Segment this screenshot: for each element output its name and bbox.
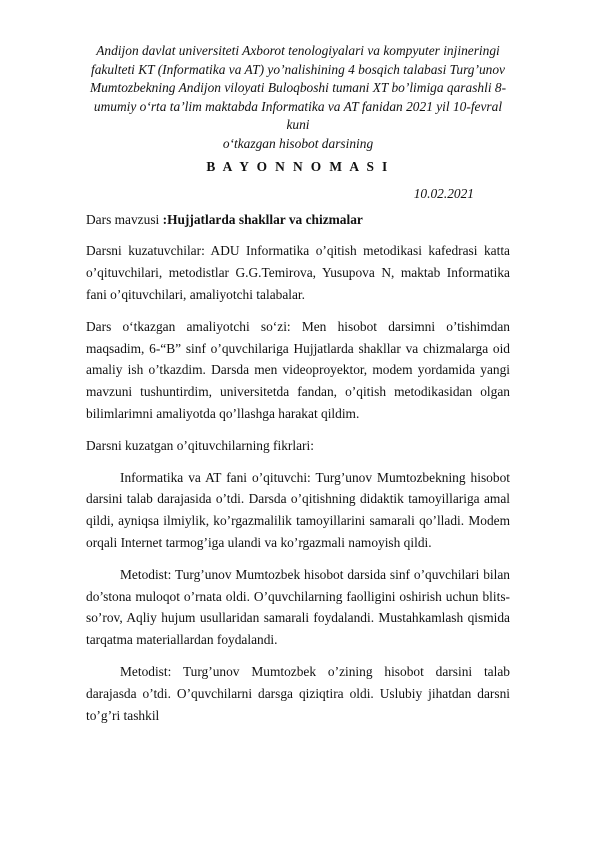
opinion-paragraph: Metodist: Turg’unov Mumtozbek o’zining hisobot darsini talab darajasda o’tdi. O’quvchilarni darsga qiziqtira oldi. Uslubiy jihatdan darsni to’g’ri tashkil: [86, 663, 510, 723]
practitioner-word-paragraph: Dars o‘tkazgan amaliyotchi so‘zi: Men hisobot darsimni o’tishimdan maqsadim, 6-“B” sinf o’quvchilariga Hujjatlarda shakllar va chizmalarga oid amaliy ish o’tkazdim. Darsda men videoproyektor, modem yordamida yangi mavzuni tushuntirdim, universitetda fandan, o’qitish metodikasidan olgan bilimlarimni amaliyotda qo’llashga harakat qildim.: [86, 318, 510, 421]
opinion-paragraph: Informatika va AT fani o’qituvchi: Turg’unov Mumtozbekning hisobot darsini talab darajasida o’tdi. Darsda o’qitishning didaktik tamoyillariga amal qildi, ayniqsa ilmiylik, ko’rgazmalilik tamoyillarini samarali qo’lladi. Modem orqali Internet tarmog’iga ulandi va ko’rgazmali namoyish qildi.: [86, 469, 510, 550]
opinions-heading: Darsni kuzatgan o’qituvchilarning fikrlari:: [86, 437, 314, 453]
lesson-topic: [86, 209, 510, 231]
topic-value: :Hujjatlarda shakllar va chizmalar: [162, 211, 363, 227]
header-line: fakulteti KT (Informatika va AT) yo’nalishining 4 bosqich talabasi Turg’unov: [91, 61, 505, 77]
document-page: [86, 42, 510, 726]
document-date: 10.02.2021: [413, 185, 474, 201]
document-title: B A Y O N N O M A S I: [206, 158, 390, 174]
topic-label: Dars mavzusi: [86, 211, 163, 227]
header-line: o‘tkazgan hisobot darsining: [222, 135, 374, 151]
report-header: [84, 42, 512, 154]
opinion-paragraph: Metodist: Turg’unov Mumtozbek hisobot darsida sinf o’quvchilari bilan do’stona muloqot o’rnata oldi. O’quvchilarning faolligini oshirish uchun blits-so’rov, Aqliy hujum usullaridan samarali foydalandi. Mustahkamlash qismida tarqatma materiallardan foydalandi.: [86, 566, 510, 648]
header-line: Mumtozbekning Andijon viloyati Buloqboshi tumani XT bo’limiga qarashli 8-: [89, 80, 507, 96]
header-line: Andijon davlat universiteti Axborot tenologiyalari va kompyuter injineringi: [96, 43, 500, 58]
observers-paragraph: Darsni kuzatuvchilar: ADU Informatika o’qitish metodikasi kafedrasi katta o’qituvchilari, metodistlar G.G.Temirova, Yusupova N, maktab Informatika fani o’qituvchilari, amaliyotchi talabalar.: [86, 243, 510, 302]
header-line: umumiy o‘rta ta’lim maktabda Informatika va AT fanidan 2021 yil 10-fevral kuni: [93, 98, 503, 133]
